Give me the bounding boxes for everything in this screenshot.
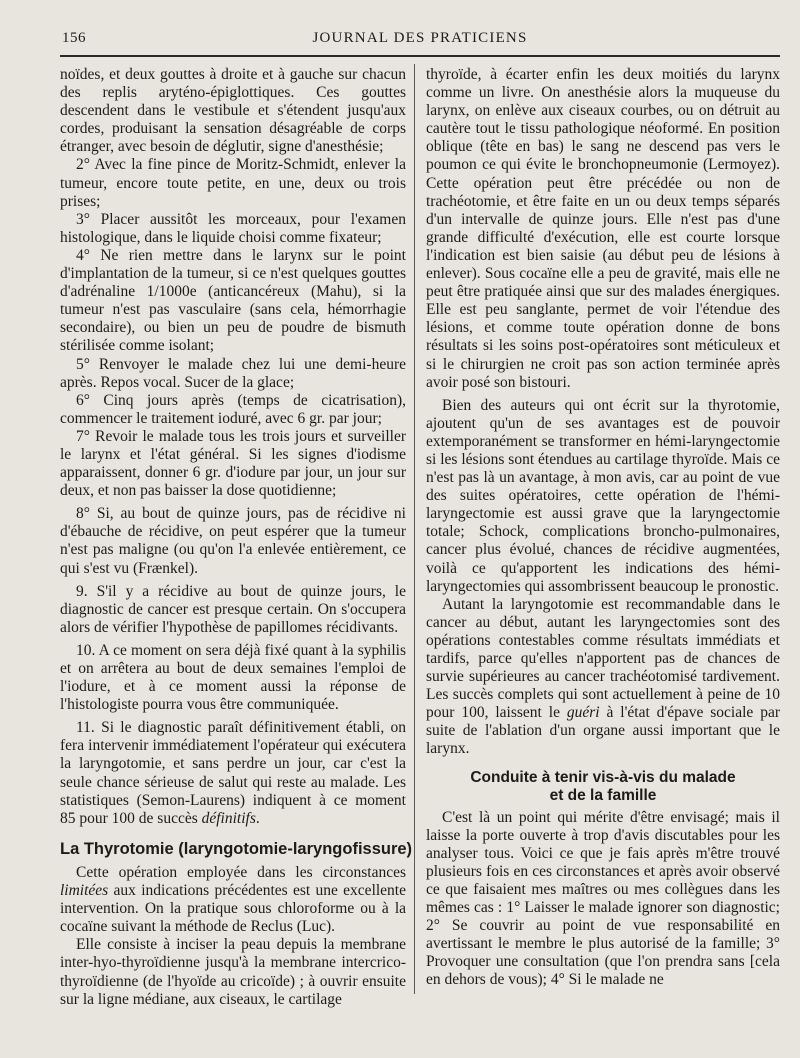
paragraph-text: à l'état d'épave sociale par suite de l'ablation d'un organe aussi important que le larynx. — [426, 704, 781, 758]
list-item-2: 2° Avec la fine pince de Moritz-Schmidt, enlever la tumeur, encore toute petite, en une, deux ou trois prises; — [60, 156, 406, 210]
italic-word: définitifs — [201, 809, 256, 827]
section-heading-line2: et de la famille — [549, 786, 657, 804]
page-header — [62, 30, 778, 50]
journal-title: JOURNAL DES PRATICIENS — [312, 30, 528, 46]
list-item-10: 10. A ce moment on sera déjà fixé quant à la syphilis et on arrêtera au bout de deux semaines l'emploi de l'iodure, et à ce moment aussi la réponse de l'histologiste pourra vous être communiquée. — [60, 641, 406, 714]
list-item-5: 5° Renvoyer le malade chez lui une demi-heure après. Repos vocal. Sucer de la glace; — [60, 355, 406, 391]
paragraph — [426, 596, 780, 759]
paragraph-text: aux indications précédentes est une excellente intervention. On la pratique sous chloroforme ou à la cocaïne suivant la méthode de Reclus (Luc). — [60, 882, 406, 936]
list-item-4: 4° Ne rien mettre dans le larynx sur le point d'implantation de la tumeur, si ce n'est quelques gouttes d'adrénaline 1/1000e (anticancéreux (Mahu), si la tumeur n'est pas vasculaire (sans cela, hémorrhagie secondaire), ou bien un peu de poudre de bismuth stérilisée comme isolant; — [60, 246, 406, 355]
list-item-8: 8° Si, au bout de quinze jours, pas de récidive ni d'ébauche de récidive, on peut espérer que la tumeur n'est pas maligne (ou qu'on l'a enlevée entièrement, ce qui s'est vu (Frænkel). — [60, 505, 406, 577]
section-heading-line1: Conduite à tenir vis-à-vis du malade — [470, 768, 736, 786]
paragraph-text: Cette opération employée dans les circonstances — [76, 863, 406, 881]
right-column — [426, 66, 780, 990]
header-rule — [60, 55, 780, 57]
page-number: 156 — [62, 30, 86, 46]
list-item-3: 3° Placer aussitôt les morceaux, pour l'examen histologique, dans le liquide choisi comme fixateur; — [60, 210, 406, 246]
section-heading-thyrotomie: La Thyrotomie (laryngotomie-laryngofissure) — [60, 839, 413, 858]
column-divider — [414, 64, 415, 994]
paragraph — [60, 864, 406, 936]
paragraph-text: Autant la laryngotomie est recommandable dans le cancer au début, autant les laryngectomies sont des opérations contestables comme résultats immédiats et tardifs, parce qu'elles n'apportent pas de chances de survie supérieures au cancer trachéotomisé tardivement. Les succès complets qui sont actuellement à peine de 10 pour 100, laissent le — [426, 595, 780, 722]
italic-word: limitées — [60, 882, 109, 900]
paragraph: thyroïde, à écarter enfin les deux moitiés du larynx comme un livre. On anesthésie alors la muqueuse du larynx, on enlève aux ciseaux courbes, ou on détruit au cautère tout le tissu pathologique néoformé. En position oblique (tête en bas) le sang ne descend pas vers le poumon ce qui évite le bronchopneumonie (Lermoyez). Cette opération peut être précédée ou non de trachéotomie, et être faite en un ou deux temps séparés d'un intervalle de quinze jours. Elle n'est pas d'une grande difficulté d'exécution, elle est courte lorsque l'indication est bien saisie (au début peu de lésions à enlever). Sous cocaïne elle a peu de gravité, mais elle ne peut être pratiquée ainsi que sur des malades énergiques. Elle est peu sanglante, permet de voir l'étendue des lésions, et comme toute opération donne de bons résultats si les soins post-opératoires sont méticuleux et si le chirurgien ne croit pas son action terminée après avoir posé son bistouri. — [426, 66, 780, 391]
list-item-7: 7° Revoir le malade tous les trois jours et surveiller le larynx et l'état général. Si les signes d'iodisme apparaissent, donner 6 gr. d'iodure par jour, un jour sur deux, et non pas baisser la dose quotidienne; — [60, 427, 406, 500]
paragraph: Elle consiste à inciser la peau depuis la membrane inter-hyo-thyroïdienne jusqu'à la membrane intercrico-thyroïdienne (de l'hyoïde au cricoïde) ; à ouvrir ensuite sur la ligne médiane, aux ciseaux, le cartilage — [60, 936, 406, 1008]
list-item-11-end: . — [255, 809, 260, 827]
list-item-11 — [60, 719, 406, 828]
list-item-11-text: 11. Si le diagnostic paraît définitivement établi, on fera intervenir immédiatement l'opérateur qui exécutera la laryngotomie, et sans perdre un jour, car c'est la seule chance sérieuse de salut qui reste au malade. Les statistiques (Semon-Laurens) indiquent à ce moment 85 pour 100 de succès — [60, 719, 406, 827]
list-item-9: 9. S'il y a récidive au bout de quinze jours, le diagnostic de cancer est presque certain. On s'occupera alors de vérifier l'hypothèse de papillomes récidivants. — [60, 582, 406, 636]
paragraph: C'est là un point qui mérite d'être envisagé; mais il laisse la porte ouverte à trop d'avis discutables pour les analyser tous. Voici ce que je fais après m'être trouvé plusieurs fois en ces circonstances et après avoir observé ce que faisaient mes maîtres ou mes collègues dans les mêmes cas : 1° Laisser le malade ignorer son diagnostic; 2° Se couvrir au point de vue responsabilité en avertissant le membre le plus autorisé de la famille; 3° Provoquer une consultation (que l'on prendra sans [cela en dehors de vous); 4° Si le malade ne — [426, 808, 780, 989]
paragraph: noïdes, et deux gouttes à droite et à gauche sur chacun des replis aryténo-épiglottiques. Ces gouttes descendent dans le vestibule et s'étendent jusqu'aux cordes, produisant la sensation désagréable de corps étranger, avec besoin de déglutir, signe d'anesthésie; — [60, 66, 406, 156]
section-heading-conduite — [426, 769, 780, 805]
paragraph: Bien des auteurs qui ont écrit sur la thyrotomie, ajoutent qu'un de ses avantages est de pouvoir extemporanément se transformer en hémi-laryngectomie si les lésions sont étendues au cartilage thyroïde. Mais ce n'est pas là un avantage, à mon avis, car au point de vue des suites opératoires, cette opération de l'hémi-laryngectomie est aussi grave que la laryngectomie totale; Schock, complications broncho-pulmonaires, cancer plus évolué, chances de récidive augmentées, voilà ce qu'apportent les indications des hémi-laryngectomies qui assombrissent beaucoup le pronostic. — [426, 396, 780, 595]
list-item-6: 6° Cinq jours après (temps de cicatrisation), commencer le traitement ioduré, avec 6 gr. par jour; — [60, 391, 406, 427]
italic-word: guéri — [566, 704, 600, 722]
left-column — [60, 66, 413, 1009]
